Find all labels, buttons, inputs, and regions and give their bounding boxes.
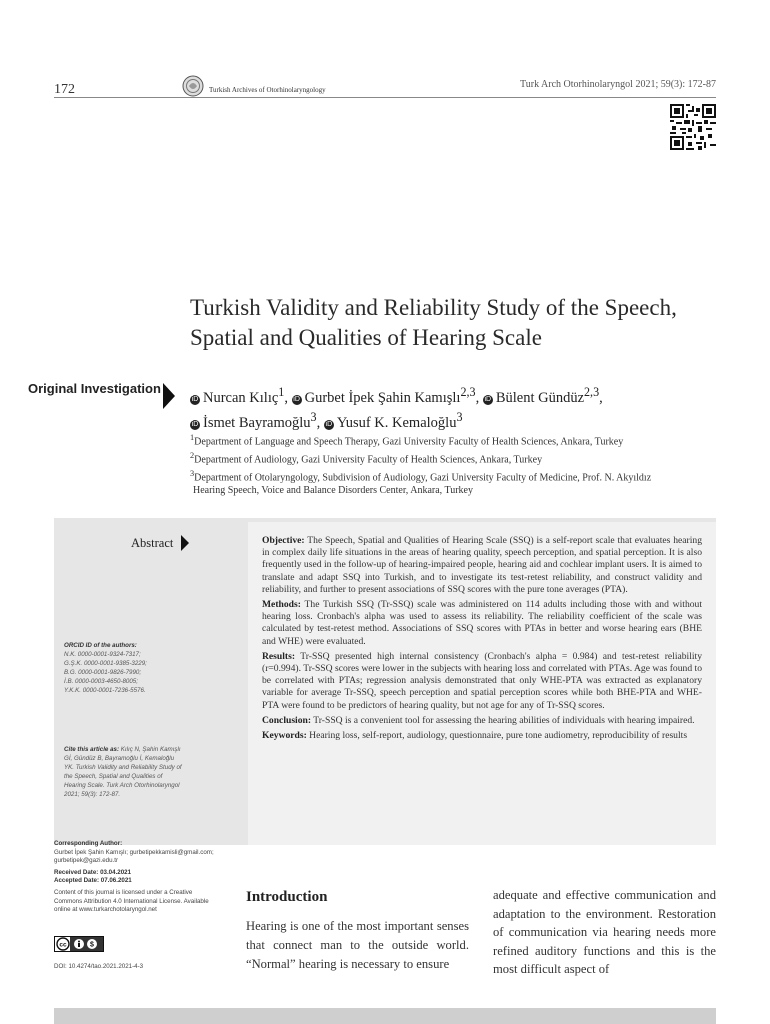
abstract-arrow-icon	[181, 535, 189, 551]
abstract-objective	[262, 535, 702, 596]
corresponding-author-block	[54, 840, 234, 915]
conclusion-label: Conclusion:	[262, 714, 312, 726]
corr-text[interactable]: Gurbet İpek Şahin Kamışlı; gurbetipekkamisli@gmail.com; gurbetipek@gazi.edu.tr	[54, 848, 214, 865]
abstract-methods	[262, 599, 702, 648]
author-name: Nurcan Kılıç	[203, 389, 279, 406]
accepted-date: Accepted Date: 07.06.2021	[54, 877, 132, 885]
abstract-keywords	[262, 730, 702, 742]
author-entry[interactable]	[483, 385, 600, 406]
results-text: Tr-SSQ presented high internal consistency (Cronbach's alpha = 0.984) and test-retest reliability (r=0.994). Tr-SSQ scores were lower in the subjects with hearing loss and correlated with PTAs. Age was found to be correlated with PTAs; regression analysis demonstrated that only WHE-PTA was extracted as explanatory variable for average Tr-SSQ, speech perception and spatial perception scores while both BHE-PTA and WHE-PTA were found to be predictors of hearing quality, but not age for any of Tr-SSQ scores.	[262, 650, 702, 711]
affiliation-text: Department of Audiology, Gazi University Faculty of Health Sciences, Ankara, Turkey	[194, 454, 543, 466]
affiliation-text: Department of Language and Speech Therapy, Gazi University Faculty of Health Sciences, Ankara, Turkey	[194, 436, 624, 448]
author-affiliation-sup: 2,3	[584, 385, 600, 399]
orcid-line: B.G. 0000-0001-9826-7990;	[64, 668, 142, 676]
objective-label: Objective:	[262, 535, 305, 546]
author-entry[interactable]	[324, 409, 463, 431]
body-text-column-1: Hearing is one of the most important senses that connect man to the outside world. “Normal” hearing is necessary to ensure	[246, 919, 469, 971]
orcid-block	[64, 642, 184, 695]
keywords-label: Keywords:	[262, 730, 307, 742]
affiliation-item	[190, 431, 710, 449]
affiliation-item	[190, 484, 710, 498]
footer-bar	[54, 1008, 716, 1024]
author-affiliation-sup: 3	[310, 409, 317, 424]
received-date: Received Date: 03.04.2021	[54, 868, 132, 876]
article-title: Turkish Validity and Reliability Study of the Speech, Spatial and Qualities of Hearing Scale	[190, 295, 677, 350]
affiliation-text: Department of Otolaryngology, Subdivision of Audiology, Gazi University Faculty of Medicine, Prof. N. Akyıldız	[194, 471, 652, 483]
doi[interactable]: DOI: 10.4274/tao.2021.2021-4-3	[54, 963, 144, 970]
journal-citation: Turk Arch Otorhinolaryngol 2021; 59(3): 172-87	[519, 79, 716, 90]
author-name: Bülent Gündüz	[495, 389, 585, 406]
journal-logo-icon	[182, 75, 204, 97]
orcid-heading-text: ORCID ID of the authors:	[64, 642, 137, 649]
methods-label: Methods:	[262, 599, 301, 611]
cite-text: Kılıç N, Şahin Kamışlı Gİ, Gündüz B, Bayramoğlu İ, Kemaloğlu YK. Turkish Validity and Reliability Study of the Speech, Spatial and Qualities of Hearing Scale. Turk Arch Otorhinolaryngol 2021; 59(3): 172-87.	[64, 746, 182, 798]
svg-text:cc: cc	[59, 941, 67, 949]
author-affiliation-sup: 3	[456, 409, 463, 424]
header-divider	[54, 97, 716, 98]
orcid-heading	[64, 642, 184, 651]
cite-block	[64, 746, 184, 799]
orcid-icon[interactable]: iD	[191, 395, 199, 403]
affiliation-sup: 3	[190, 468, 195, 478]
methods-text: The Turkish SSQ (Tr-SSQ) scale was administered on 114 adults including those with and without hearing loss. Cronbach's alpha was used to assess its reliability. The reliability coefficient of the scale was calculated by test-retest method. Associations of SSQ scores with PTAs in better and worse hearing ears (BHE and WHE) were evaluated.	[262, 599, 702, 647]
author-entry[interactable]	[190, 385, 285, 406]
page-number: 172	[54, 82, 75, 97]
author-name: Yusuf K. Kemaloğlu	[336, 414, 457, 431]
objective-text: The Speech, Spatial and Qualities of Hearing Scale (SSQ) is a self-report scale that evaluates hearing in complex daily life situations in the areas of hearing quality, speech perception, and spatial perception. It is also frequently used in the follow-up of hearing-impaired people, hearing aid and cochlear implant users. It is aimed to translate and adapt SSQ into Turkish, and to investigate its test-retest reliability, and construct validity and reliability, and further to present associations of SSQ scores with the pure tone averages (PTA).	[262, 535, 702, 595]
orcid-icon[interactable]: iD	[191, 420, 199, 428]
author-entry[interactable]	[292, 385, 476, 406]
abstract-text	[262, 535, 702, 745]
abstract-conclusion	[262, 715, 702, 727]
qr-code-icon[interactable]	[670, 104, 716, 150]
author-name: Gurbet İpek Şahin Kamışlı	[304, 389, 461, 406]
affiliation-sup: 1	[190, 433, 195, 442]
orcid-icon[interactable]: iD	[325, 420, 333, 428]
orcid-icon[interactable]: iD	[484, 395, 492, 403]
results-label: Results:	[262, 650, 296, 662]
affiliation-item	[190, 449, 710, 467]
affiliation-sup: 2	[190, 450, 195, 460]
orcid-line: Y.K.K. 0000-0001-7236-5576.	[64, 686, 146, 694]
author-affiliation-sup: 1	[278, 385, 285, 399]
article-type-label: Original Investigation	[28, 381, 161, 396]
affiliation-item	[190, 467, 710, 485]
author-list: iD Nurcan Kılıç$^1$, iD Gurbet İpek Şahin Kamışlı$^{2,3}$, iD Bülent Gündüz$^{2,3}$, iD İsmet Bayramoğlu$^3$, iD Yusuf K. Kemaloğlu$^3$	[191, 385, 603, 431]
creative-commons-icon[interactable]	[54, 936, 104, 952]
orcid-line: N.K. 0000-0001-9324-7317;	[64, 650, 141, 658]
conclusion-text: Tr-SSQ is a convenient tool for assessing the hearing abilities of individuals with hearing impaired.	[313, 714, 695, 726]
keywords-text: Hearing loss, self-report, audiology, questionnaire, pure tone audiometry, reproducibility of results	[309, 730, 688, 742]
license-text: Content of this journal is licensed under a Creative Commons Attribution 4.0 International License. Available online at www.turkarchotolaryngol.net	[54, 888, 209, 914]
cite-heading: Cite this article as:	[64, 746, 120, 753]
article-type-arrow-icon	[163, 383, 175, 409]
author-affiliation-sup: 2,3	[460, 385, 476, 399]
orcid-line: G.Ş.K. 0000-0001-9385-3229;	[64, 659, 147, 667]
journal-name: Turkish Archives of Otorhinolaryngology	[209, 86, 326, 94]
corr-heading: Corresponding Author:	[54, 840, 123, 847]
orcid-icon[interactable]: iD	[293, 395, 300, 403]
abstract-label: Abstract	[131, 536, 174, 550]
affiliation-text: Hearing Speech, Voice and Balance Disorders Center, Ankara, Turkey	[193, 485, 473, 497]
author-entry[interactable]	[190, 409, 317, 431]
affiliation-list	[190, 431, 710, 498]
section-heading-introduction: Introduction	[246, 889, 328, 905]
orcid-line: İ.B. 0000-0003-4650-8005;	[64, 677, 138, 685]
body-text-column-2: adequate and effective communication and adaptation to the environment. Restoration of communication via hearing needs more refined auditory functions and this is the most difficult aspect of	[493, 888, 716, 976]
abstract-results	[262, 651, 702, 712]
svg-text:$: $	[90, 941, 94, 949]
author-name: İsmet Bayramoğlu	[203, 414, 311, 431]
